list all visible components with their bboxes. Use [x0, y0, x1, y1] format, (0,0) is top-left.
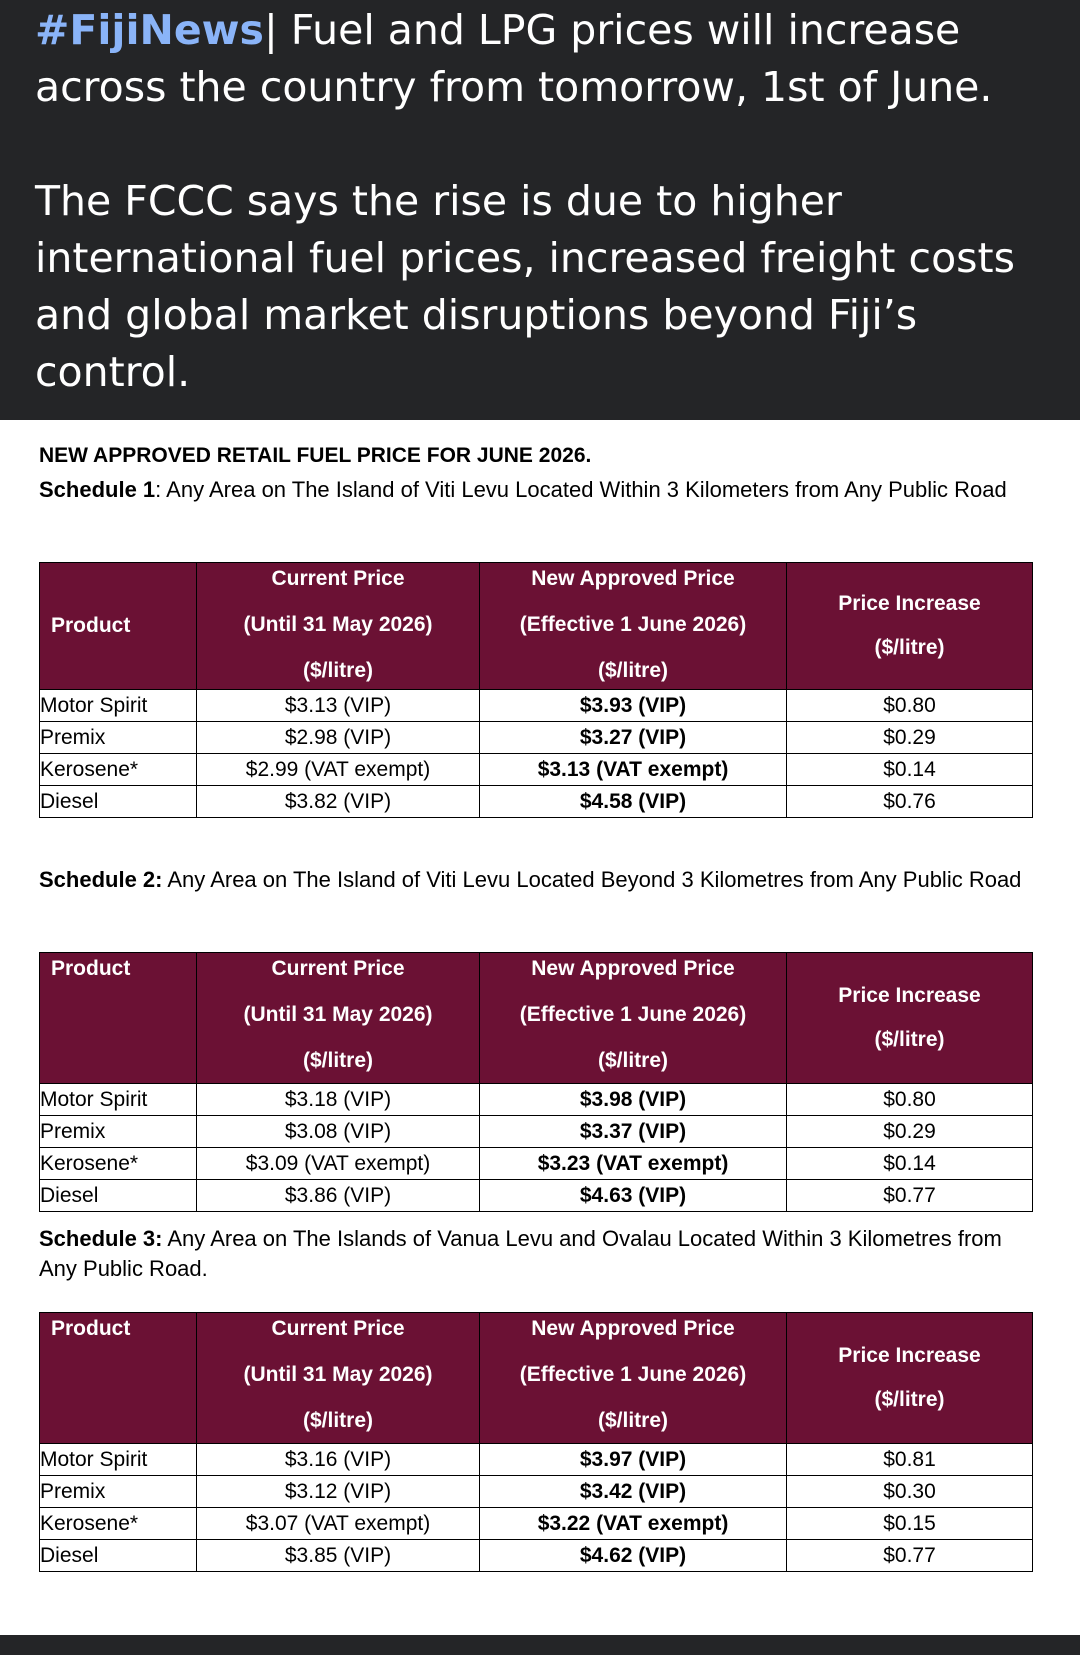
current-price-cell: $3.16 (VIP)	[197, 1444, 480, 1476]
header-current-price: Current Price (Until 31 May 2026) ($/litre)	[197, 563, 480, 690]
table-row	[40, 1180, 1033, 1212]
current-price-cell: $2.98 (VIP)	[197, 722, 480, 754]
current-price-cell: $2.99 (VAT exempt)	[197, 754, 480, 786]
new-price-cell: $3.98 (VIP)	[480, 1084, 787, 1116]
new-price-cell: $3.42 (VIP)	[480, 1476, 787, 1508]
new-price-cell: $4.62 (VIP)	[480, 1540, 787, 1572]
table-row	[40, 786, 1033, 818]
increase-cell: $0.14	[787, 1148, 1033, 1180]
product-cell: Diesel	[40, 1180, 197, 1212]
table-row	[40, 1540, 1033, 1572]
caption-paragraph-2: The FCCC says the rise is due to higher international fuel prices, increased freight costs and global market disruptions beyond Fiji’s control.	[35, 177, 1015, 396]
product-cell: Motor Spirit	[40, 1084, 197, 1116]
new-price-cell: $3.22 (VAT exempt)	[480, 1508, 787, 1540]
product-cell: Premix	[40, 1476, 197, 1508]
schedule-2-heading	[39, 865, 1039, 895]
header-product: Product	[40, 1313, 197, 1444]
product-cell: Motor Spirit	[40, 1444, 197, 1476]
current-price-cell: $3.86 (VIP)	[197, 1180, 480, 1212]
new-price-cell: $3.13 (VAT exempt)	[480, 754, 787, 786]
new-price-cell: $3.27 (VIP)	[480, 722, 787, 754]
increase-cell: $0.77	[787, 1540, 1033, 1572]
current-price-cell: $3.85 (VIP)	[197, 1540, 480, 1572]
schedule-1-heading	[39, 475, 1039, 505]
schedule-separator: :	[155, 477, 162, 502]
schedule-description: Any Area on The Islands of Vanua Levu and Ovalau Located Within 3 Kilometres from Any Public Road.	[39, 1226, 1002, 1281]
schedule-description: Any Area on The Island of Viti Levu Located Within 3 Kilometers from Any Public Road	[161, 477, 1007, 502]
increase-cell: $0.14	[787, 754, 1033, 786]
hashtag-link[interactable]: #FijiNews	[35, 6, 264, 54]
new-price-cell: $4.63 (VIP)	[480, 1180, 787, 1212]
increase-cell: $0.80	[787, 1084, 1033, 1116]
bottom-bar	[0, 1635, 1080, 1655]
new-price-cell: $3.37 (VIP)	[480, 1116, 787, 1148]
schedule-label: Schedule 1	[39, 477, 156, 502]
increase-cell: $0.81	[787, 1444, 1033, 1476]
current-price-cell: $3.08 (VIP)	[197, 1116, 480, 1148]
table-row	[40, 754, 1033, 786]
product-cell: Kerosene*	[40, 1148, 197, 1180]
schedule-3-table	[39, 1312, 1033, 1572]
product-cell: Motor Spirit	[40, 690, 197, 722]
increase-cell: $0.29	[787, 722, 1033, 754]
current-price-cell: $3.07 (VAT exempt)	[197, 1508, 480, 1540]
schedule-description: Any Area on The Island of Viti Levu Located Beyond 3 Kilometres from Any Public Road	[162, 867, 1022, 892]
schedule-3-heading	[39, 1224, 1039, 1284]
product-cell: Kerosene*	[40, 1508, 197, 1540]
header-current-price: Current Price (Until 31 May 2026) ($/litre)	[197, 953, 480, 1084]
schedule-1-table	[39, 562, 1033, 818]
current-price-cell: $3.13 (VIP)	[197, 690, 480, 722]
current-price-cell: $3.18 (VIP)	[197, 1084, 480, 1116]
product-cell: Diesel	[40, 786, 197, 818]
header-price-increase: Price Increase ($/litre)	[787, 1313, 1033, 1444]
current-price-cell: $3.12 (VIP)	[197, 1476, 480, 1508]
header-product: Product	[40, 563, 197, 690]
header-product: Product	[40, 953, 197, 1084]
increase-cell: $0.77	[787, 1180, 1033, 1212]
product-cell: Premix	[40, 1116, 197, 1148]
product-cell: Diesel	[40, 1540, 197, 1572]
table-row	[40, 722, 1033, 754]
table-row	[40, 690, 1033, 722]
new-price-cell: $3.93 (VIP)	[480, 690, 787, 722]
table-row	[40, 1444, 1033, 1476]
header-price-increase: Price Increase ($/litre)	[787, 953, 1033, 1084]
caption-paragraph-1	[35, 2, 1045, 116]
schedule-label: Schedule 2:	[39, 867, 163, 892]
header-new-price: New Approved Price (Effective 1 June 2026) ($/litre)	[480, 563, 787, 690]
header-new-price: New Approved Price (Effective 1 June 2026) ($/litre)	[480, 1313, 787, 1444]
post-caption	[0, 0, 1080, 420]
current-price-cell: $3.09 (VAT exempt)	[197, 1148, 480, 1180]
schedule-2-table	[39, 952, 1033, 1212]
fuel-price-document	[0, 420, 1080, 1635]
product-cell: Kerosene*	[40, 754, 197, 786]
caption-line-1: | Fuel and LPG prices will increase across the country from tomorrow, 1st of June.	[35, 6, 993, 111]
table-row	[40, 1148, 1033, 1180]
product-cell: Premix	[40, 722, 197, 754]
increase-cell: $0.76	[787, 786, 1033, 818]
table-row	[40, 1508, 1033, 1540]
document-title: NEW APPROVED RETAIL FUEL PRICE FOR JUNE 2026.	[39, 444, 592, 467]
increase-cell: $0.29	[787, 1116, 1033, 1148]
header-price-increase: Price Increase ($/litre)	[787, 563, 1033, 690]
increase-cell: $0.15	[787, 1508, 1033, 1540]
current-price-cell: $3.82 (VIP)	[197, 786, 480, 818]
table-row	[40, 1476, 1033, 1508]
increase-cell: $0.30	[787, 1476, 1033, 1508]
table-row	[40, 1084, 1033, 1116]
header-current-price: Current Price (Until 31 May 2026) ($/litre)	[197, 1313, 480, 1444]
schedule-label: Schedule 3:	[39, 1226, 163, 1251]
post-text	[35, 2, 1045, 401]
header-new-price: New Approved Price (Effective 1 June 2026) ($/litre)	[480, 953, 787, 1084]
table-row	[40, 1116, 1033, 1148]
increase-cell: $0.80	[787, 690, 1033, 722]
new-price-cell: $3.97 (VIP)	[480, 1444, 787, 1476]
new-price-cell: $3.23 (VAT exempt)	[480, 1148, 787, 1180]
new-price-cell: $4.58 (VIP)	[480, 786, 787, 818]
